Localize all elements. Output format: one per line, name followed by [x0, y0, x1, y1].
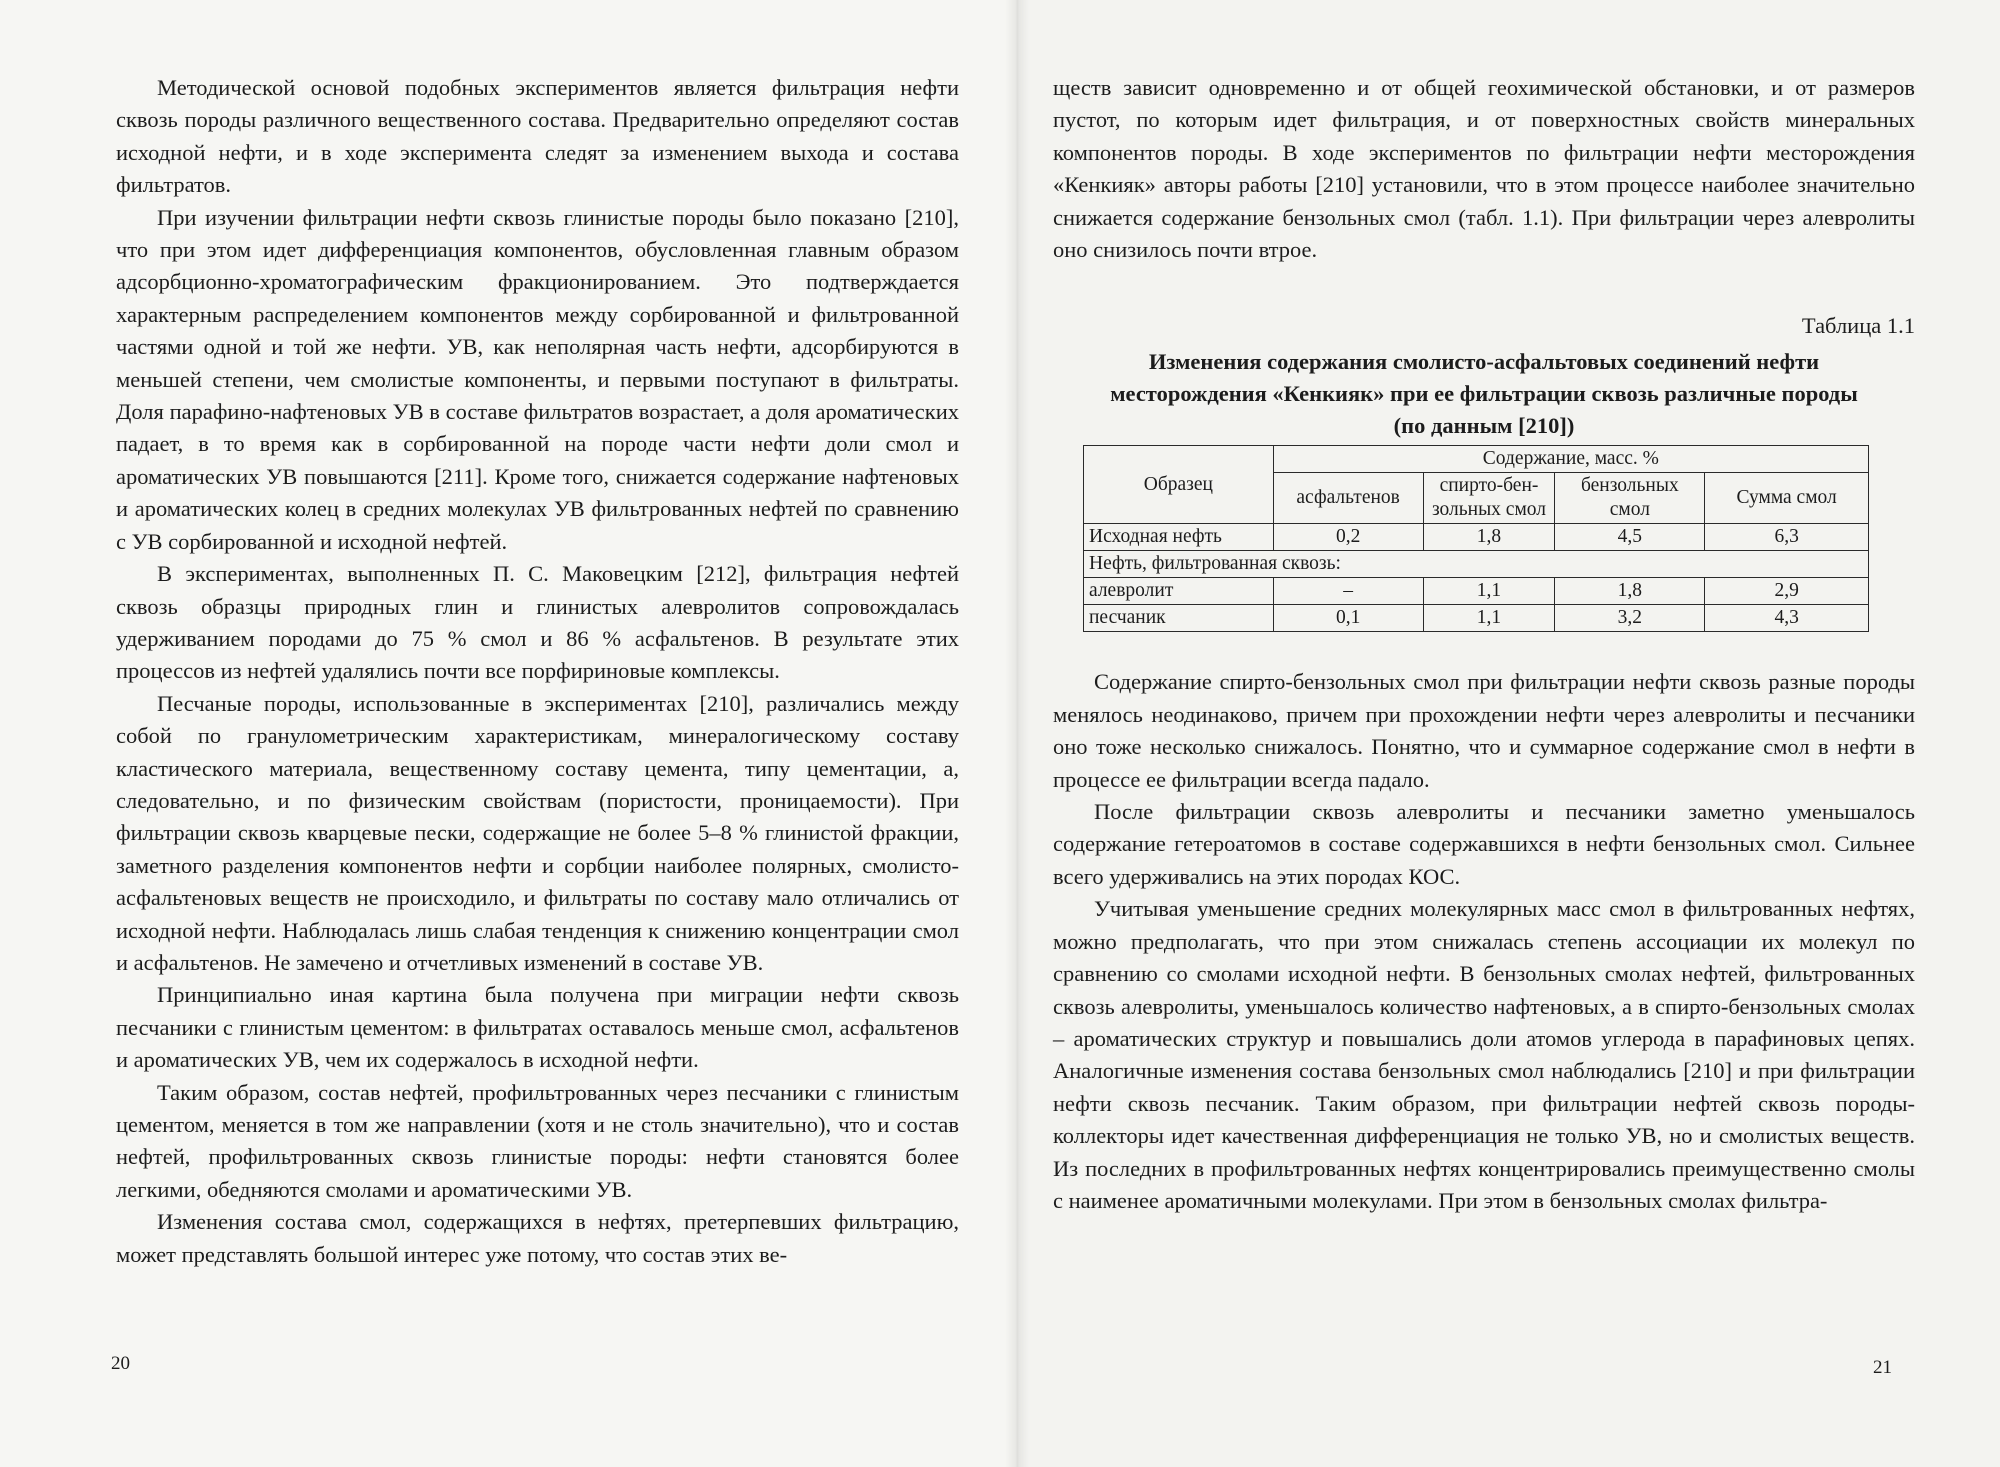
table-row — [1084, 605, 1869, 632]
table-cell: 3,2 — [1555, 605, 1705, 632]
table-cell: – — [1273, 578, 1423, 605]
paragraph: Содержание спирто-бензольных смол при фильтрации нефти сквозь разные породы менялось неодинаково, причем при прохождении нефти через алевролиты и песчаники оно тоже несколько снижалось. Понятно, что и суммарное содержание смол в нефти в процессе ее фильтрации всегда падало. — [1053, 669, 1915, 792]
data-table — [1083, 445, 1869, 632]
filtered-heading: Нефть, фильтрованная сквозь: — [1084, 551, 1869, 578]
table-row — [1084, 551, 1869, 578]
table-cell: 4,5 — [1555, 524, 1705, 551]
page-number: 20 — [111, 1353, 130, 1374]
table-title-line: месторождения «Кенкияк» при ее фильтрации сквозь различные породы — [1110, 381, 1858, 407]
row-label: Исходная нефть — [1084, 524, 1274, 551]
table-cell: 1,1 — [1423, 578, 1555, 605]
right-page-text — [1053, 72, 1915, 1217]
table-cell: 0,1 — [1273, 605, 1423, 632]
table-row — [1084, 578, 1869, 605]
after-table-text — [1053, 666, 1915, 1217]
table-cell: 1,8 — [1423, 524, 1555, 551]
table-label: Таблица 1.1 — [1801, 313, 1915, 339]
row-label: алевролит — [1084, 578, 1274, 605]
table-cell: 1,1 — [1423, 605, 1555, 632]
table-cell: 0,2 — [1273, 524, 1423, 551]
table-title-line: Изменения содержания смолисто-асфальтовых соединений нефти — [1148, 349, 1820, 375]
column-header: спирто-бен-зольных смол — [1423, 473, 1555, 524]
right-page — [1017, 0, 2000, 1467]
paragraph: Принципиально иная картина была получена при миграции нефти сквозь песчаники с глинистым цементом: в фильтратах оставалось меньше смол, асфальтенов и ароматических УВ, чем их содержалось в исходной нефти. — [116, 982, 959, 1073]
paragraph: Изменения состава смол, содержащихся в нефтях, претерпевших фильтрацию, может представлять большой интерес уже потому, что состав этих ве- — [116, 1209, 959, 1267]
table-cell: 2,9 — [1705, 578, 1869, 605]
paragraph: Песчаные породы, использованные в экспериментах [210], различались между собой по гранулометрическим характеристикам, минералогическому составу кластического материала, вещественному составу цемента, типу цементации, а, следовательно, и по физическим свойствам (пористости, проницаемости). При фильтрации сквозь кварцевые пески, содержащие не более 5–8 % глинистой фракции, заметного разделения компонентов нефти и сорбции наиболее полярных, смолисто-асфальтеновых веществ не происходило, и фильтраты по составу мало отличались от исходной нефти. Наблюдалась лишь слабая тенденция к снижению концентрации смол и асфальтенов. Не замечено и отчетливых изменений в составе УВ. — [116, 690, 959, 975]
table-header-row — [1084, 446, 1869, 473]
row-label: песчаник — [1084, 605, 1274, 632]
table-title-line: (по данным [210]) — [1393, 413, 1575, 439]
column-header: Сумма смол — [1705, 473, 1869, 524]
table-cell: 6,3 — [1705, 524, 1869, 551]
paragraph: Методической основой подобных экспериментов является фильтрация нефти сквозь породы различного вещественного состава. Предварительно определяют состав исходной нефти, и в ходе эксперимента следят за изменением выхода и состава фильтратов. — [116, 75, 959, 198]
paragraph: Таким образом, состав нефтей, профильтрованных через песчаники с глинистым цементом, меняется в том же направлении (хотя и не столь значительно), что и состав нефтей, профильтрованных сквозь глинистые породы: нефти становятся более легкими, обедняются смолами и ароматическими УВ. — [116, 1079, 959, 1202]
table-cell: 1,8 — [1555, 578, 1705, 605]
paragraph: После фильтрации сквозь алевролиты и песчаники заметно уменьшалось содержание гетероатомов в составе содержавшихся в нефти бензольных смол. Сильнее всего удерживались на этих породах КОС. — [1053, 799, 1915, 889]
page-number: 21 — [1873, 1357, 1892, 1378]
column-header: асфальтенов — [1273, 473, 1423, 524]
book-gutter — [1005, 0, 1029, 1467]
paragraph: В экспериментах, выполненных П. С. Маковецким [212], фильтрация нефтей сквозь образцы природных глин и глинистых алевролитов сопровождалась удерживанием породами до 75 % смол и 86 % асфальтенов. В результате этих процессов из нефтей удалялись почти все порфириновые комплексы. — [116, 561, 959, 684]
table-cell: 4,3 — [1705, 605, 1869, 632]
paragraph: При изучении фильтрации нефти сквозь глинистые породы было показано [210], что при этом идет дифференциация компонентов, обусловленная главным образом адсорбционно-хроматографическим фракционированием. Это подтверждается характерным распределением компонентов между сорбированной и фильтрованной частями одной и той же нефти. УВ, как неполярная часть нефти, адсорбируются в меньшей степени, чем смолистые компоненты, и первыми поступают в фильтраты. Доля парафино-нафтеновых УВ в составе фильтратов возрастает, а доля ароматических падает, в то время как в сорбированной на породе части нефти доли смол и ароматических УВ повышаются [211]. Кроме того, снижается содержание нафтеновых и ароматических колец в средних молекулах УВ фильтрованных нефтей по сравнению с УВ сорбированной и исходной нефтей. — [116, 204, 959, 554]
left-page-text — [116, 72, 959, 1271]
paragraph: ществ зависит одновременно и от общей геохимической обстановки, и от размеров пустот, по которым идет фильтрация, и от поверхностных свойств минеральных компонентов породы. В ходе экспериментов по фильтрации нефти месторождения «Кенкияк» авторы работы [210] установили, что в этом процессе наиболее значительно снижается содержание бензольных смол (табл. 1.1). При фильтрации через алевролиты оно снизилось почти втрое. — [1053, 75, 1915, 263]
table-title — [1053, 346, 1915, 442]
column-header: бензольных смол — [1555, 473, 1705, 524]
header-sample: Образец — [1084, 446, 1274, 524]
paragraph: Учитывая уменьшение средних молекулярных масс смол в фильтрованных нефтях, можно предполагать, что при этом снижалась степень ассоциации их молекул по сравнению со смолами исходной нефти. В бензольных смолах нефтей, фильтрованных сквозь алевролиты, уменьшалось количество нафтеновых, а в спирто-бензольных смолах – ароматических структур и повышались доли атомов углерода в парафиновых цепях. Аналогичные изменения состава бензольных смол наблюдались [210] и при фильтрации нефти сквозь песчаник. Таким образом, при фильтрации нефтей сквозь породы-коллекторы идет качественная дифференциация не только УВ, но и смолистых веществ. Из последних в профильтрованных нефтях концентрировались преимущественно смолы с наименее ароматичными молекулами. При этом в бензольных смолах фильтра- — [1053, 896, 1915, 1213]
header-group: Содержание, масс. % — [1273, 446, 1868, 473]
table-row — [1084, 524, 1869, 551]
